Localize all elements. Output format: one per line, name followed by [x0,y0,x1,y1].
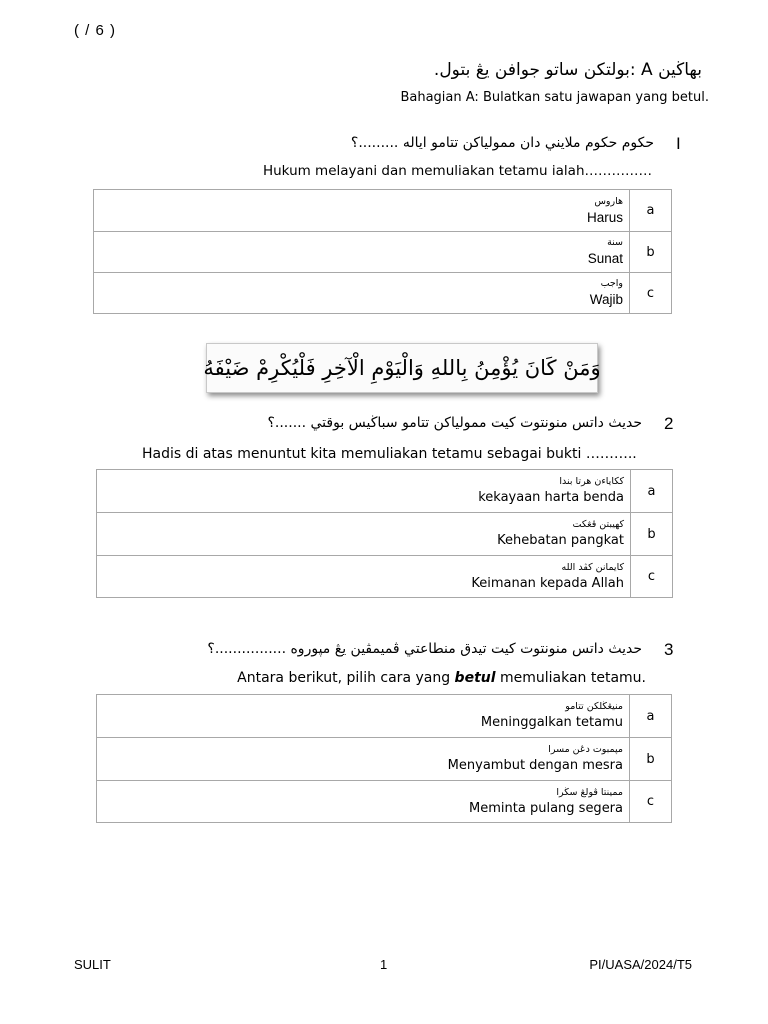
option-rumi: Wajib [589,292,623,307]
option-rumi: Meninggalkan tetamu [480,715,623,730]
option-letter: b [631,513,673,556]
option-jawi: ممينتا ڤولڠ سڬرا [556,786,623,798]
section-title-jawi: بهاڬين A :بولتكن ساتو جوافن يڠ بتول. [433,60,702,80]
footer-classification: SULIT [74,957,111,972]
option-jawi: واجب [600,278,623,289]
question-2-jawi: حديث داتس منونتوت كيت مموليا‌كن تتامو سباڬيس بوقتي .......؟ [267,415,642,431]
option-text [97,781,630,823]
question-2-options [96,469,673,598]
option-jawi: هاروس [594,195,623,207]
option-letter: a [630,190,672,232]
option-rumi: Keimanan kepada Allah [471,575,624,591]
option-letter: c [630,781,672,823]
option-rumi: Meminta pulang segera [469,800,623,816]
option-rumi: Sunat [587,251,623,266]
hadith-verse-text: وَمَنْ كَانَ يُؤْمِنُ بِاللهِ وَالْيَوْمِ الْآخِرِ فَلْيُكْرِمْ ضَيْفَهُ [203,356,601,380]
question-1-number: I [676,134,681,153]
footer-document-code: PI/UASA/2024/T5 [589,957,692,972]
question-2-rumi: Hadis di atas menuntut kita memuliakan tetamu sebagai bukti ……….. [142,446,637,462]
option-jawi: مپمبوت دڠن مسرا [548,744,623,755]
hadith-verse-box [203,343,601,393]
option-jawi: سنة [607,237,623,248]
option-letter: a [630,695,672,738]
option-letter: c [631,556,673,598]
option-jawi: منيڠڬلكن تتامو [565,701,623,712]
question-2-number: 2 [664,414,674,433]
option-jawi: كايمانن كڤد الله [561,561,624,573]
question-3-jawi: حديث داتس منونتوت كيت تيدق منطاعتي ڤميمڤين يڠ مپوروه ................؟ [207,641,642,657]
option-row[interactable] [97,781,672,823]
option-rumi: Harus [586,209,623,225]
option-row[interactable] [97,738,672,781]
option-text [97,470,631,513]
option-letter: b [630,232,672,273]
option-text [97,513,631,556]
score-box: ( / 6 ) [74,22,117,39]
question-3-rumi-after: memuliakan tetamu. [495,670,646,686]
option-text [94,190,630,232]
question-3-options [96,694,672,823]
option-jawi: كهيبتن ڤڠكت [572,519,624,530]
option-text [97,695,630,738]
option-row[interactable] [97,695,672,738]
option-row[interactable] [97,513,673,556]
option-row[interactable] [97,556,673,598]
option-letter: c [630,273,672,314]
option-rumi: Menyambut dengan mesra [447,758,623,773]
question-1-jawi: حكوم حكوم ملايني دان مموليا‌كن تتامو ايا‌له .........؟ [350,135,654,151]
option-text [97,556,631,598]
question-3-rumi [237,670,646,686]
question-3-rumi-emphasis: betul [454,670,496,686]
option-letter: a [631,470,673,513]
question-1-options [93,189,672,314]
option-letter: b [630,738,672,781]
option-text [94,273,630,314]
option-row[interactable] [97,470,673,513]
option-rumi: kekayaan harta benda [478,490,624,505]
option-row[interactable] [94,190,672,232]
question-1-rumi: Hukum melayani dan memuliakan tetamu ialah…………… [262,163,652,179]
footer-page-number: 1 [380,957,388,972]
option-text [97,738,630,781]
option-row[interactable] [94,232,672,273]
question-3-rumi-before: Antara berikut, pilih cara yang [237,670,455,686]
option-rumi: Kehebatan pangkat [497,533,624,548]
section-title-rumi: Bahagian A: Bulatkan satu jawapan yang betul. [400,90,709,105]
question-3-number: 3 [664,640,674,659]
option-row[interactable] [94,273,672,314]
option-jawi: ككاياءن هرتا بندا [559,476,624,487]
option-text [94,232,630,273]
